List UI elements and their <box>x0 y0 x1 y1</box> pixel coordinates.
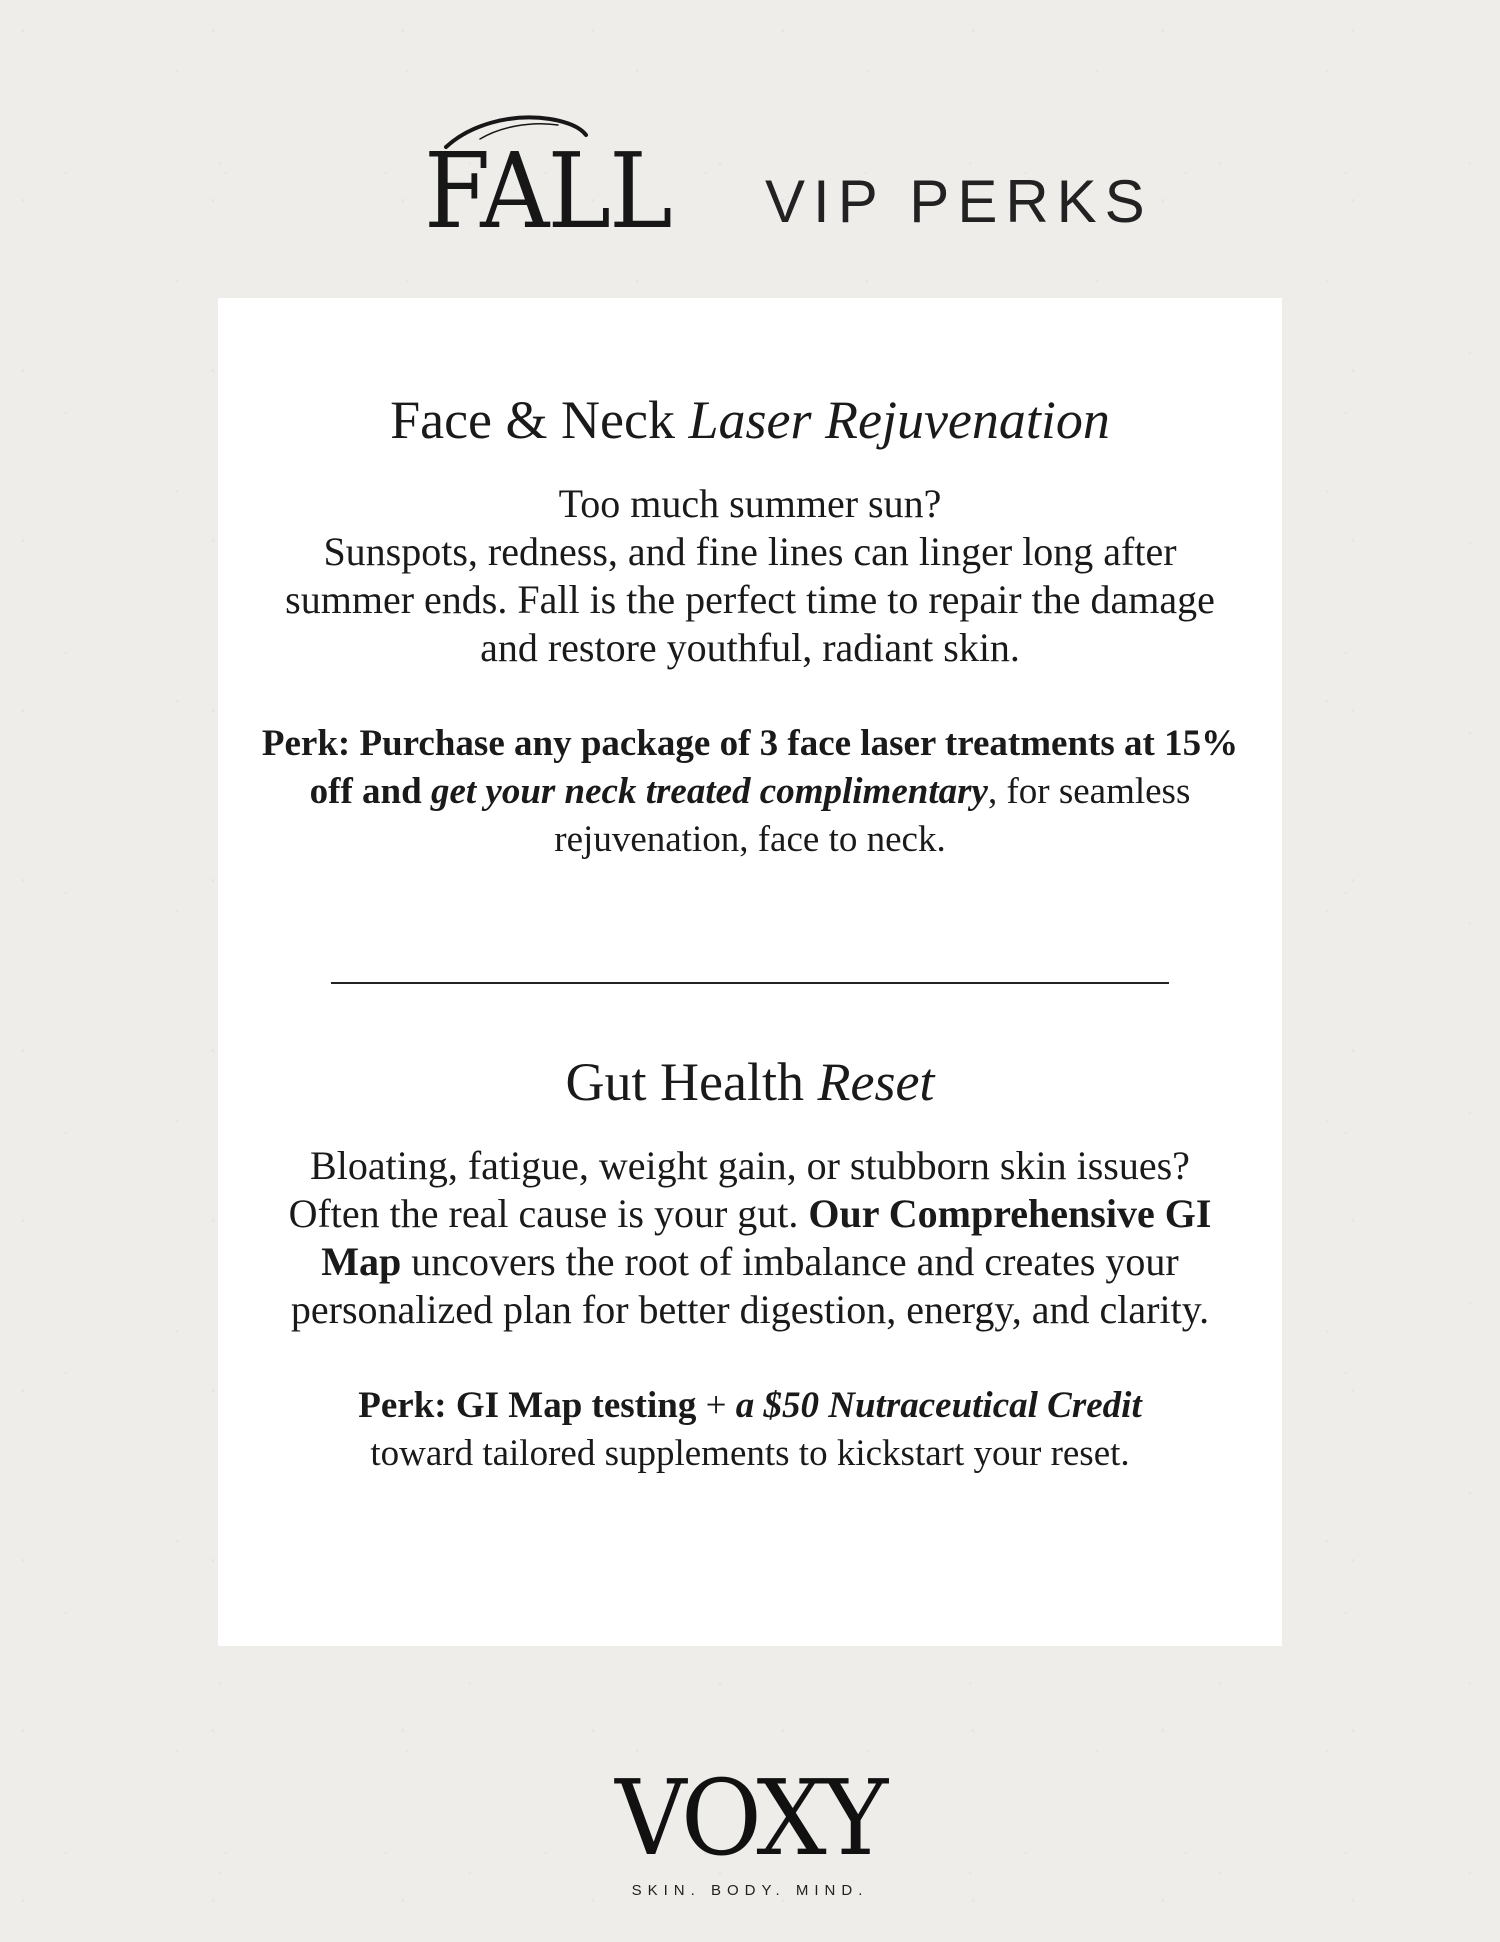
gut-perk-regular: toward tailored supplements to kickstart your reset. <box>370 1433 1130 1474</box>
gut-perk <box>250 1382 1250 1478</box>
gut-perk-bold: Perk: GI Map testing <box>358 1385 697 1426</box>
voxy-logo <box>0 1757 1500 1899</box>
laser-perk-regular: , for seamless rejuvenation, face to neck. <box>554 771 1191 860</box>
logo-wordmark: VOXY <box>615 1757 885 1879</box>
gut-section-title-italic: Reset <box>817 1052 935 1112</box>
gut-perk-plus: + <box>705 1385 727 1426</box>
vip-perks-heading: VIP PERKS <box>765 168 1153 235</box>
laser-body-line1: Too much summer sun? <box>558 481 942 526</box>
header <box>0 95 1500 265</box>
laser-section <box>218 388 1282 864</box>
fall-heading: FALL <box>424 130 671 252</box>
laser-perk <box>250 720 1250 864</box>
laser-section-title: Face & Neck Laser Rejuvenation <box>390 390 1110 450</box>
gut-body-bold: Our Comprehensive GI Map <box>321 1191 1212 1284</box>
perks-card <box>218 298 1282 1646</box>
logo-tagline: SKIN. BODY. MIND. <box>631 1882 869 1899</box>
laser-perk-bold: Perk: Purchase any package of 3 face laser treatments at 15% off and <box>261 723 1239 812</box>
laser-body-line2: Sunspots, redness, and fine lines can linger long after summer ends. Fall is the perfect time to repair the damage and restore youthful, radiant skin. <box>285 529 1215 670</box>
gut-section-body <box>285 1142 1215 1334</box>
gut-section <box>218 1050 1282 1478</box>
laser-section-title-italic: Laser Rejuvenation <box>688 390 1110 450</box>
laser-perk-bold-italic: get your neck treated complimentary <box>430 771 988 812</box>
gut-perk-bold-italic: a $50 Nutraceutical Credit <box>735 1385 1142 1426</box>
laser-section-body <box>260 480 1240 672</box>
gut-body-end: uncovers the root of imbalance and creates your personalized plan for better digestion, energy, and clarity. <box>290 1239 1210 1332</box>
gut-body-start: Bloating, fatigue, weight gain, or stubborn skin issues? Often the real cause is your gut. <box>288 1143 1190 1236</box>
section-divider <box>331 982 1169 984</box>
gut-section-title: Gut Health Reset <box>565 1052 935 1112</box>
